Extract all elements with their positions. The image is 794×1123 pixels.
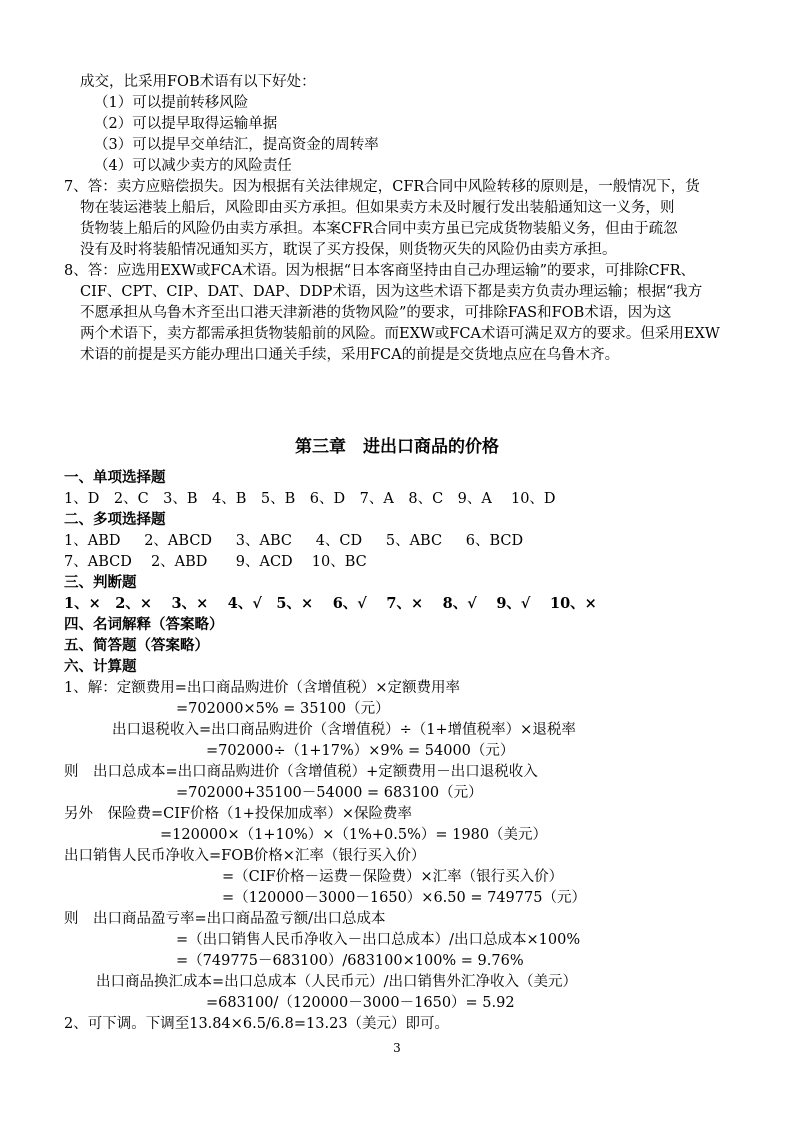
section-heading: 四、名词解释（答案略） <box>64 616 224 633</box>
section-heading: 一、单项选择题 <box>64 469 166 486</box>
text-line: 则 出口总成本=出口商品购进价（含增值税）+定额费用－出口退税收入 <box>64 764 538 780</box>
text-line: =（120000－3000－1650）×6.50 = 749775（元） <box>222 890 586 906</box>
section-heading: 五、简答题（答案略） <box>64 637 209 654</box>
text-line: =（出口销售人民币净收入－出口总成本）/出口总成本×100% <box>176 932 581 948</box>
text-line: 术语的前提是买方能办理出口通关手续，采用FCA的前提是交货地点应在乌鲁木齐。 <box>80 347 620 363</box>
text-line: =（CIF价格－运费－保险费）×汇率（银行买入价） <box>222 869 564 885</box>
section-heading: 二、多项选择题 <box>64 511 166 528</box>
text-line: =702000×5% = 35100（元） <box>176 701 390 717</box>
text-line: CIF、CPT、CIP、DAT、DAP、DDP术语，因为这些术语下都是卖方负责办理运输；根据“我方 <box>80 284 703 300</box>
text-line: 出口销售人民币净收入=FOB价格×汇率（银行买入价） <box>64 848 426 864</box>
text-line: 出口商品换汇成本=出口总成本（人民币元）/出口销售外汇净收入（美元） <box>96 974 578 990</box>
text-line: 1、ABD 2、ABCD 3、ABC 4、CD 5、ABC 6、BCD <box>64 533 524 549</box>
text-line: =120000×（1+10%）×（1%+0.5%）= 1980（美元） <box>160 827 548 843</box>
text-line: （1）可以提前转移风险 <box>94 95 249 111</box>
text-line: 8、答：应选用EXW或FCA术语。因为根据“日本客商坚持由自己办理运输”的要求，可排除CFR、 <box>64 263 696 279</box>
text-line: 两个术语下，卖方都需承担货物装船前的风险。而EXW或FCA术语可满足双方的要求。但采用EXW <box>80 326 720 342</box>
text-line: （2）可以提早取得运输单据 <box>94 116 278 132</box>
text-line: 则 出口商品盈亏率=出口商品盈亏额/出口总成本 <box>64 911 386 927</box>
text-line: 货物装上船后的风险仍由卖方承担。本案CFR合同中卖方虽已完成货物装船义务，但由于疏忽 <box>80 221 678 237</box>
text-line: 2、可下调。下调至13.84×6.5/6.8=13.23（美元）即可。 <box>64 1016 450 1032</box>
text-line: 7、答：卖方应赔偿损失。因为根据有关法律规定，CFR合同中风险转移的原则是，一般情况下，货 <box>64 179 700 195</box>
text-line: 1、× 2、× 3、× 4、√ 5、× 6、√ 7、× 8、√ 9、√ 10、× <box>64 595 597 612</box>
text-line: 物在装运港装上船后，风险即由买方承担。但如果卖方未及时履行发出装船通知这一义务，则 <box>80 200 675 216</box>
text-line: =702000÷（1+17%）×9% = 54000（元） <box>206 743 515 759</box>
text-line: 1、解：定额费用=出口商品购进价（含增值税）×定额费用率 <box>64 680 461 696</box>
section-heading: 六、计算题 <box>64 658 137 675</box>
text-line: =702000+35100－54000 = 683100（元） <box>176 785 483 801</box>
text-line: 另外 保险费=CIF价格（1+投保加成率）×保险费率 <box>64 806 413 822</box>
text-line: 没有及时将装船情况通知买方，耽误了买方投保，则货物灭失的风险仍由卖方承担。 <box>80 242 617 258</box>
text-line: 1、D 2、C 3、B 4、B 5、B 6、D 7、A 8、C 9、A 10、D <box>64 491 556 507</box>
section-heading: 三、判断题 <box>64 574 137 591</box>
text-line: （4）可以减少卖方的风险责任 <box>94 158 292 174</box>
text-line: 不愿承担从乌鲁木齐至出口港天津新港的货物风险”的要求，可排除FAS和FOB术语，因为这 <box>80 305 672 321</box>
page-number: 3 <box>393 1041 401 1055</box>
text-line: （3）可以提早交单结汇，提高资金的周转率 <box>94 137 379 153</box>
text-line: 成交，比采用FOB术语有以下好处： <box>80 74 316 90</box>
text-line: =（749775－683100）/683100×100% = 9.76% <box>176 953 524 969</box>
text-line: 出口退税收入=出口商品购进价（含增值税）÷（1+增值税率）×退税率 <box>112 722 576 738</box>
text-line: 7、ABCD 2、ABD 9、ACD 10、BC <box>64 554 367 570</box>
chapter-title: 第三章 进出口商品的价格 <box>295 437 499 457</box>
text-line: =683100/（120000－3000－1650）= 5.92 <box>206 995 515 1011</box>
